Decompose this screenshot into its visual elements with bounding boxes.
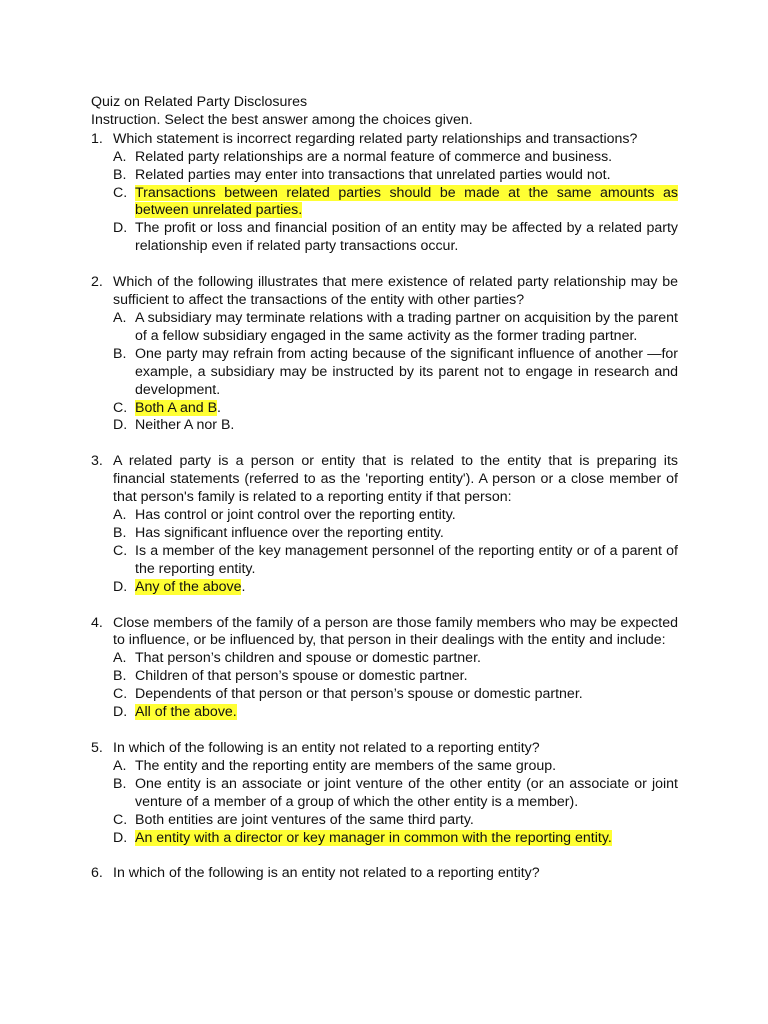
option-text-plain: Is a member of the key management personnel of the reporting entity or of a parent of the reporting entity. xyxy=(135,542,678,577)
answer-option xyxy=(113,758,678,776)
answer-options xyxy=(113,507,678,597)
answer-option xyxy=(113,149,678,167)
question-item xyxy=(91,740,678,847)
highlighted-answer: An entity with a director or key manager in common with the reporting entity. xyxy=(135,829,612,846)
question-item xyxy=(91,453,678,596)
answer-option xyxy=(113,830,678,848)
option-text xyxy=(135,417,678,435)
highlighted-answer: Transactions between related parties should be made at the same amounts as between unrelated parties. xyxy=(135,184,678,219)
option-text-plain: Related party relationships are a normal feature of commerce and business. xyxy=(135,148,613,165)
answer-option xyxy=(113,310,678,346)
option-text xyxy=(135,149,678,167)
option-text-plain: Children of that person’s spouse or domestic partner. xyxy=(135,668,468,685)
option-text xyxy=(135,812,678,830)
option-letter: A. xyxy=(113,507,127,524)
quiz-title: Quiz on Related Party Disclosures xyxy=(91,94,308,110)
option-text-plain: Has control or joint control over the reporting entity. xyxy=(135,507,456,524)
option-text xyxy=(135,167,678,185)
option-text-plain: One entity is an associate or joint venture of the other entity (or an associate or joint venture of a member of a group of which the other entity is a member). xyxy=(135,775,678,810)
answer-option xyxy=(113,167,678,185)
option-letter: C. xyxy=(113,811,128,828)
highlighted-answer: All of the above. xyxy=(135,704,237,721)
option-letter: B. xyxy=(113,345,127,362)
instruction-text: Instruction. Select the best answer among the choices given. xyxy=(91,111,473,128)
option-text-plain: Both entities are joint ventures of the same third party. xyxy=(135,811,474,828)
question-stem xyxy=(91,615,678,651)
answer-option xyxy=(113,579,678,597)
option-letter: D. xyxy=(113,578,128,595)
option-text-plain: That person’s children and spouse or domestic partner. xyxy=(135,650,481,667)
option-letter: B. xyxy=(113,524,127,541)
option-text xyxy=(135,543,678,579)
answer-option xyxy=(113,776,678,812)
option-text-plain: One party may refrain from acting because of the significant influence of another —for example, a subsidiary may be instructed by its parent not to engage in research and development. xyxy=(135,345,678,398)
option-letter: A. xyxy=(113,650,127,667)
question-number: 4. xyxy=(91,614,103,631)
option-text-plain: A subsidiary may terminate relations with a trading partner on acquisition by the parent of a fellow subsidiary engaged in the same activity as the former trading partner. xyxy=(135,309,678,344)
answer-options xyxy=(113,310,678,435)
question-text: In which of the following is an entity not related to a reporting entity? xyxy=(113,740,540,756)
question-stem xyxy=(91,740,678,758)
answer-options xyxy=(113,149,678,256)
answer-option xyxy=(113,650,678,668)
option-text-suffix: . xyxy=(241,578,246,595)
option-text-plain: Has significant influence over the reporting entity. xyxy=(135,524,444,541)
question-number: 1. xyxy=(91,130,103,147)
option-text xyxy=(135,650,678,668)
answer-option xyxy=(113,185,678,221)
option-letter: A. xyxy=(113,148,127,165)
option-letter: B. xyxy=(113,668,127,685)
option-text-plain: Neither A nor B. xyxy=(135,417,235,434)
highlighted-answer: Any of the above xyxy=(135,578,242,595)
question-text: A related party is a person or entity that is related to the entity that is preparing its financial statements (referred to as the 'reporting entity'). A person or a close member of that person's family is related to a reporting entity if that person: xyxy=(113,453,678,506)
question-text: In which of the following is an entity not related to a reporting entity? xyxy=(113,865,540,882)
answer-option xyxy=(113,525,678,543)
option-text-plain: The profit or loss and financial position of an entity may be affected by a related party relationship even if related party transactions occur. xyxy=(135,220,678,255)
option-text xyxy=(135,579,678,597)
question-stem xyxy=(91,865,678,883)
option-letter: D. xyxy=(113,829,128,846)
question-text: Close members of the family of a person are those family members who may be expected to influence, or be influenced by, that person in their dealings with the entity and include: xyxy=(113,614,678,649)
option-letter: C. xyxy=(113,184,128,201)
option-text xyxy=(135,830,678,848)
question-number: 5. xyxy=(91,740,103,756)
answer-option xyxy=(113,704,678,722)
answer-option xyxy=(113,400,678,418)
option-text xyxy=(135,525,678,543)
question-stem xyxy=(91,453,678,507)
option-letter: C. xyxy=(113,542,128,559)
question-number: 2. xyxy=(91,274,103,291)
answer-option xyxy=(113,220,678,256)
option-text-plain: Dependents of that person or that person’s spouse or domestic partner. xyxy=(135,686,583,703)
question-item xyxy=(91,131,678,256)
answer-option xyxy=(113,686,678,704)
option-text xyxy=(135,758,678,776)
answer-option xyxy=(113,507,678,525)
option-letter: B. xyxy=(113,166,127,183)
option-text xyxy=(135,686,678,704)
question-list xyxy=(91,131,678,884)
answer-option xyxy=(113,417,678,435)
option-text-plain: Related parties may enter into transactions that unrelated parties would not. xyxy=(135,166,611,183)
option-text xyxy=(135,704,678,722)
option-text xyxy=(135,310,678,346)
question-number: 3. xyxy=(91,453,103,470)
option-text xyxy=(135,507,678,525)
option-letter: C. xyxy=(113,399,128,416)
question-stem xyxy=(91,131,678,149)
option-letter: A. xyxy=(113,309,127,326)
answer-options xyxy=(113,650,678,722)
option-text-suffix: . xyxy=(217,399,221,416)
option-text xyxy=(135,220,678,256)
option-letter: D. xyxy=(113,417,128,434)
answer-option xyxy=(113,346,678,400)
question-item xyxy=(91,615,678,722)
option-text-plain: The entity and the reporting entity are members of the same group. xyxy=(135,757,557,774)
question-text: Which of the following illustrates that mere existence of related party relationship may be sufficient to affect the transactions of the entity with other parties? xyxy=(113,274,678,309)
answer-options xyxy=(113,758,678,848)
highlighted-answer: Both A and B xyxy=(135,399,218,416)
question-stem xyxy=(91,274,678,310)
option-text xyxy=(135,668,678,686)
option-letter: A. xyxy=(113,757,127,774)
question-number: 6. xyxy=(91,865,103,882)
option-text xyxy=(135,400,678,418)
question-item xyxy=(91,865,678,883)
answer-option xyxy=(113,668,678,686)
option-text xyxy=(135,346,678,400)
option-letter: B. xyxy=(113,775,127,792)
answer-option xyxy=(113,812,678,830)
option-letter: D. xyxy=(113,220,128,237)
option-letter: C. xyxy=(113,686,128,703)
question-text: Which statement is incorrect regarding related party relationships and transactions? xyxy=(113,130,638,147)
option-letter: D. xyxy=(113,704,128,721)
option-text xyxy=(135,185,678,221)
option-text xyxy=(135,776,678,812)
question-item xyxy=(91,274,678,435)
answer-option xyxy=(113,543,678,579)
